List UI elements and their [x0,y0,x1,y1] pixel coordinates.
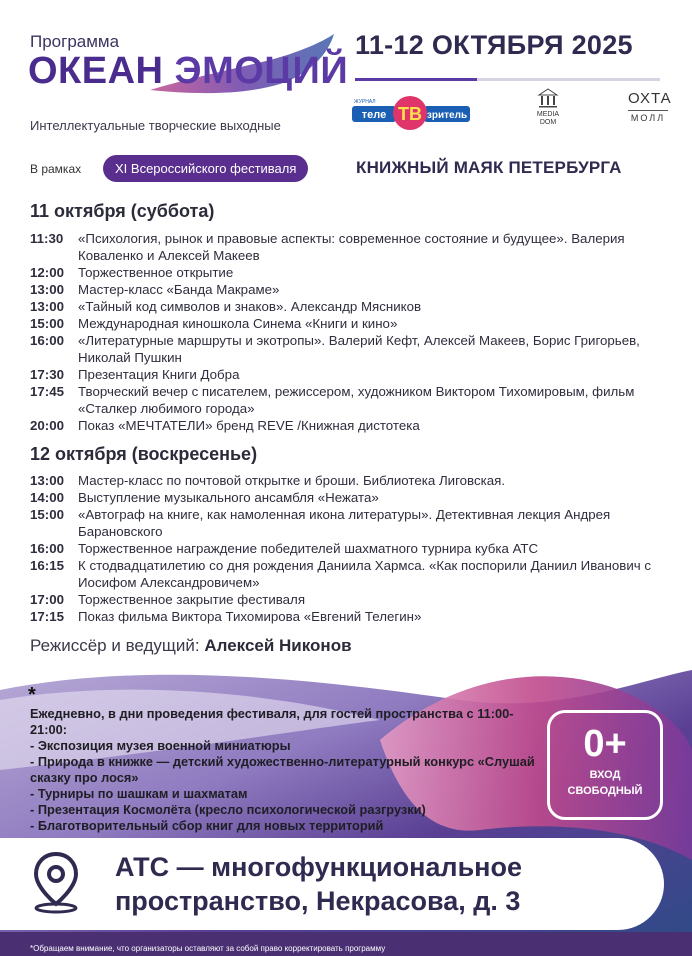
media-dom-logo [528,88,568,127]
event-time: 15:00 [30,507,65,522]
director-label: Режиссёр и ведущий: [30,636,200,655]
event-time: 13:00 [30,282,65,297]
telezritel-logo [352,94,470,130]
event-dates: 11-12 ОКТЯБРЯ 2025 [355,30,633,60]
activity-item: - Презентация Космолёта (кресло психологической разгрузки) [30,802,426,817]
okhta-mall-top: ОХТА [628,90,672,107]
event-description: Показ «МЕЧТАТЕЛИ» бренд REVE /Книжная дистотека [78,418,420,433]
event-time: 16:00 [30,333,65,348]
schedule-row [30,489,670,506]
event-time: 14:00 [30,490,65,505]
event-description: Презентация Книги Добра [78,367,240,382]
schedule-row [30,315,670,332]
schedule-row [30,472,670,489]
director-name: Алексей Никонов [204,636,352,655]
day1-schedule [30,230,670,434]
location-pin-icon [28,850,84,914]
event-description: Торжественное закрытие фестиваля [78,592,306,607]
event-time: 11:30 [30,231,64,246]
schedule-row [30,608,670,625]
okhta-mall-bottom: МОЛЛ [628,110,668,123]
schedule-row [30,540,670,557]
telezritel-left-text: теле [361,109,387,121]
day2-heading: 12 октября (воскресенье) [30,444,258,464]
telezritel-right-text: зритель [426,110,468,121]
daily-activities [30,706,550,834]
event-description: Показ фильма Виктора Тихомирова «Евгений Телегин» [78,609,422,624]
event-description: «Литературные маршруты и экотропы». Валерий Кефт, Алексей Макеев, Борис Григорьев, Николай Пушкин [78,333,640,365]
event-time: 12:00 [30,265,65,280]
day1-heading: 11 октября (суббота) [30,201,215,221]
title-word-emotions: ЭМОЦИЙ [174,50,349,92]
organizer-disclaimer: *Обращаем внимание, что организаторы оставляют за собой право корректировать программу [30,944,386,953]
schedule-row [30,366,670,383]
event-time: 17:15 [30,609,65,624]
age-rating: 0+ [583,723,627,765]
event-time: 17:00 [30,592,65,607]
activity-item: - Природа в книжке — детский художественно-литературный конкурс «Слушай сказку про лося» [30,754,535,785]
festival-name: КНИЖНЫЙ МАЯК ПЕТЕРБУРГА [356,158,622,177]
schedule-row [30,417,670,434]
event-time: 16:15 [30,558,65,573]
info-asterisk: * [28,684,36,706]
telezritel-small-caption: ЖУРНАЛ [354,99,376,105]
event-time: 15:00 [30,316,65,331]
address-line1: АТС — многофункциональное [115,852,522,882]
in-frame-label: В рамках [30,162,82,176]
media-dom-line1: MEDIA [536,111,560,118]
event-description: «Автограф на книге, как намоленная икона литературы». Детективная лекция Андрея Барановского [78,507,611,539]
event-description: Мастер-класс по почтовой открытке и броши. Библиотека Лиговская. [78,473,506,488]
event-description: «Тайный код символов и знаков». Александр Мясников [78,299,422,314]
dates-underline [355,78,660,81]
event-time: 13:00 [30,299,65,314]
event-description: Торжественное открытие [78,265,234,280]
event-time: 17:30 [30,367,65,382]
activity-item: - Турниры по шашкам и шахматам [30,786,248,801]
event-description: Торжественное награждение победителей шахматного турнира кубка АТС [78,541,539,556]
schedule-row [30,383,670,417]
program-subtitle: Интеллектуальные творческие выходные [30,118,281,133]
media-dom-line2: DOM [539,119,557,126]
event-time: 13:00 [30,473,65,488]
program-label: Программа [30,32,120,51]
daily-intro: Ежедневно, в дни проведения фестиваля, для гостей пространства с 11:00-21:00: [30,706,514,737]
festival-badge: XI Всероссийского фестиваля [103,155,308,182]
schedule-row [30,281,670,298]
schedule-row [30,557,670,591]
free-entry-line2: СВОБОДНЫЙ [567,785,643,797]
venue-address [115,850,522,918]
program-title [28,50,348,93]
event-description: К стодвадцатилетию со дня рождения Даниила Хармса. «Как поспорили Даниил Иванович с Иосифом Александровичем» [78,558,652,590]
event-description: Выступление музыкального ансамбля «Нежата» [78,490,379,505]
okhta-mall-logo [628,90,672,123]
schedule-row [30,264,670,281]
building-icon [537,88,559,108]
telezritel-tv-text: ТВ [398,104,422,124]
activity-item: - Благотворительный сбор книг для новых территорий [30,818,384,833]
schedule-row [30,591,670,608]
event-time: 17:45 [30,384,65,399]
director-line [30,636,352,656]
free-entry-line1: ВХОД [589,769,621,781]
day2-schedule [30,472,670,625]
schedule-row [30,506,670,540]
event-time: 16:00 [30,541,65,556]
age-rating-box [547,710,663,820]
address-line2: пространство, Некрасова, д. 3 [115,886,521,916]
event-description: Творческий вечер с писателем, режиссером, художником Виктором Тихомировым, фильм «Сталкер любимого города» [78,384,635,416]
schedule-row [30,332,670,366]
schedule-row [30,298,670,315]
event-description: Международная киношкола Синема «Книги и кино» [78,316,398,331]
activity-item: - Экспозиция музея военной миниатюры [30,738,291,753]
title-word-ocean: ОКЕАН [28,50,164,92]
event-description: «Психология, рынок и правовые аспекты: современное состояние и будущее». Валерия Коваленко и Алексей Макеев [78,231,625,263]
event-time: 20:00 [30,418,65,433]
schedule-row [30,230,670,264]
event-description: Мастер-класс «Банда Макраме» [78,282,280,297]
